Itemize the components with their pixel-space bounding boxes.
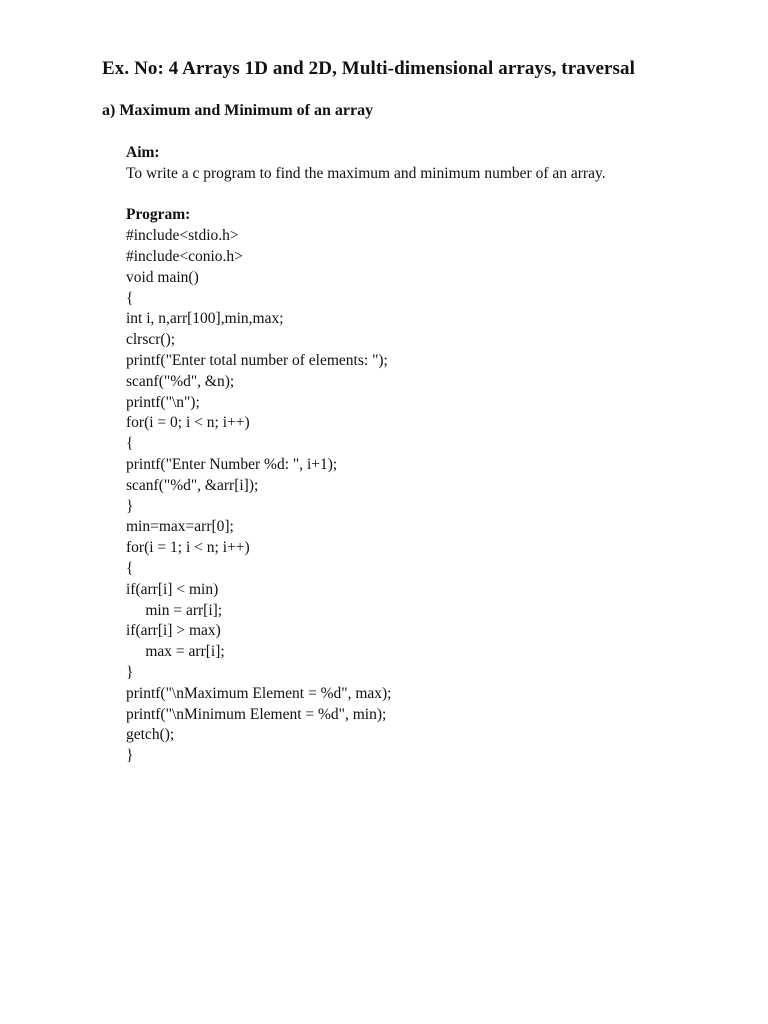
code-line: scanf("%d", &arr[i]); (126, 476, 259, 494)
code-line: printf("\n"); (126, 393, 200, 411)
code-line: } (126, 497, 134, 515)
code-line: printf("Enter total number of elements: "); (126, 351, 388, 369)
code-line: for(i = 1; i < n; i++) (126, 539, 250, 557)
code-line: min=max=arr[0]; (126, 518, 234, 536)
code-line: } (126, 663, 134, 681)
code-line: #include<stdio.h> (126, 227, 239, 245)
code-line: printf("\nMinimum Element = %d", min); (126, 705, 387, 723)
code-line: } (126, 747, 134, 765)
code-line: int i, n,arr[100],min,max; (126, 310, 284, 328)
page-title: Ex. No: 4 Arrays 1D and 2D, Multi-dimensional arrays, traversal (102, 58, 635, 79)
code-line: { (126, 289, 134, 307)
code-line: for(i = 0; i < n; i++) (126, 414, 250, 432)
code-line: #include<conio.h> (126, 247, 243, 265)
code-line: clrscr(); (126, 331, 176, 349)
code-line: void main() (126, 268, 199, 286)
code-line: if(arr[i] < min) (126, 580, 219, 598)
code-line: getch(); (126, 726, 175, 744)
document-content (126, 143, 726, 767)
program-label: Program: (126, 206, 191, 224)
aim-text: To write a c program to find the maximum and minimum number of an array. (126, 164, 606, 182)
spacer (126, 185, 726, 206)
aim-label: Aim: (126, 144, 160, 161)
code-line: { (126, 435, 134, 453)
code-line: min = arr[i]; (126, 601, 223, 619)
program-code (126, 226, 726, 767)
code-line: { (126, 559, 134, 577)
code-line: max = arr[i]; (126, 643, 225, 661)
code-line: if(arr[i] > max) (126, 622, 221, 640)
code-line: scanf("%d", &n); (126, 372, 235, 390)
section-heading: a) Maximum and Minimum of an array (102, 102, 374, 119)
code-line: printf("\nMaximum Element = %d", max); (126, 684, 392, 702)
code-line: printf("Enter Number %d: ", i+1); (126, 455, 338, 473)
